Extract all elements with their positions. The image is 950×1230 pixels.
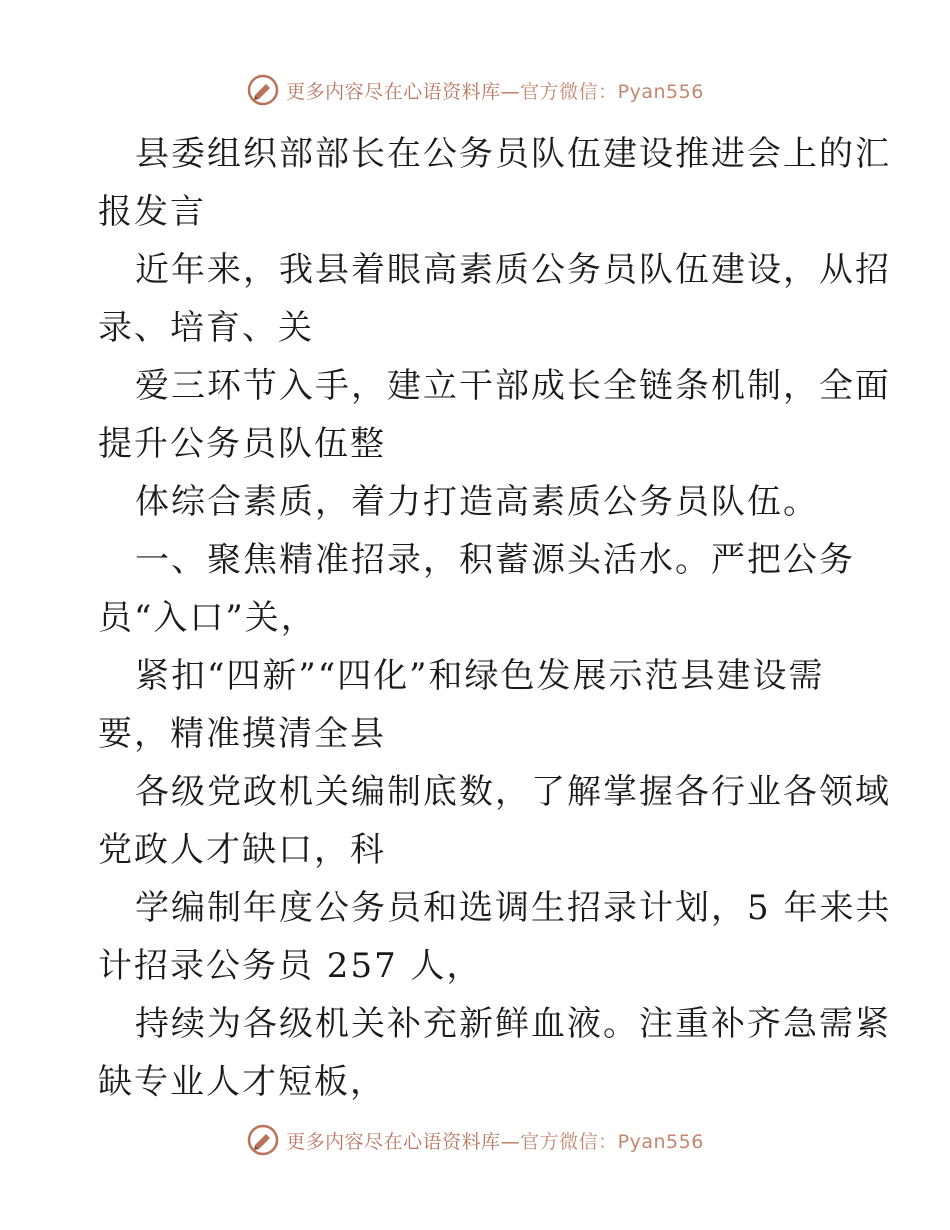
document-body xyxy=(98,125,892,1111)
document-line: 要，精准摸清全县 xyxy=(98,714,386,754)
document-line: 报发言 xyxy=(98,192,206,232)
document-line: 爱三环节入手，建立干部成长全链条机制，全面 xyxy=(135,366,891,406)
banner-main-text: 更多内容尽在心语资料库 xyxy=(286,1130,501,1153)
banner-main-text: 更多内容尽在心语资料库 xyxy=(286,80,501,103)
header-banner xyxy=(0,70,950,110)
footer-banner xyxy=(0,1120,950,1160)
banner-text xyxy=(286,1127,704,1154)
banner-wechat-text: 官方微信：Pyan556 xyxy=(520,1130,704,1153)
document-line: 近年来，我县着眼高素质公务员队伍建设，从招 xyxy=(135,250,891,290)
document-line: 计招录公务员 257 人， xyxy=(98,946,483,986)
document-line: 持续为各级机关补充新鲜血液。注重补齐急需紧 xyxy=(135,1004,891,1044)
document-line: 提升公务员队伍整 xyxy=(98,424,386,464)
document-line: 各级党政机关编制底数，了解掌握各行业各领域 xyxy=(135,772,891,812)
banner-separator: — xyxy=(500,1130,521,1153)
document-line: 录、培育、关 xyxy=(98,308,314,348)
document-line: 员“入口”关， xyxy=(98,598,317,638)
document-pen-logo-icon xyxy=(246,73,280,107)
banner-text xyxy=(286,77,704,104)
document-line: 一、聚焦精准招录，积蓄源头活水。严把公务 xyxy=(135,540,855,580)
banner-wechat-text: 官方微信：Pyan556 xyxy=(520,80,704,103)
document-pen-logo-icon xyxy=(246,1123,280,1157)
document-line: 紧扣“四新”“四化”和绿色发展示范县建设需 xyxy=(135,656,825,696)
banner-separator: — xyxy=(500,80,521,103)
document-line: 党政人才缺口，科 xyxy=(98,830,386,870)
document-line: 学编制年度公务员和选调生招录计划，5 年来共 xyxy=(135,888,892,928)
document-line: 县委组织部部长在公务员队伍建设推进会上的汇 xyxy=(135,134,891,174)
document-line: 体综合素质，着力打造高素质公务员队伍。 xyxy=(135,482,819,522)
document-line: 缺专业人才短板， xyxy=(98,1062,386,1102)
